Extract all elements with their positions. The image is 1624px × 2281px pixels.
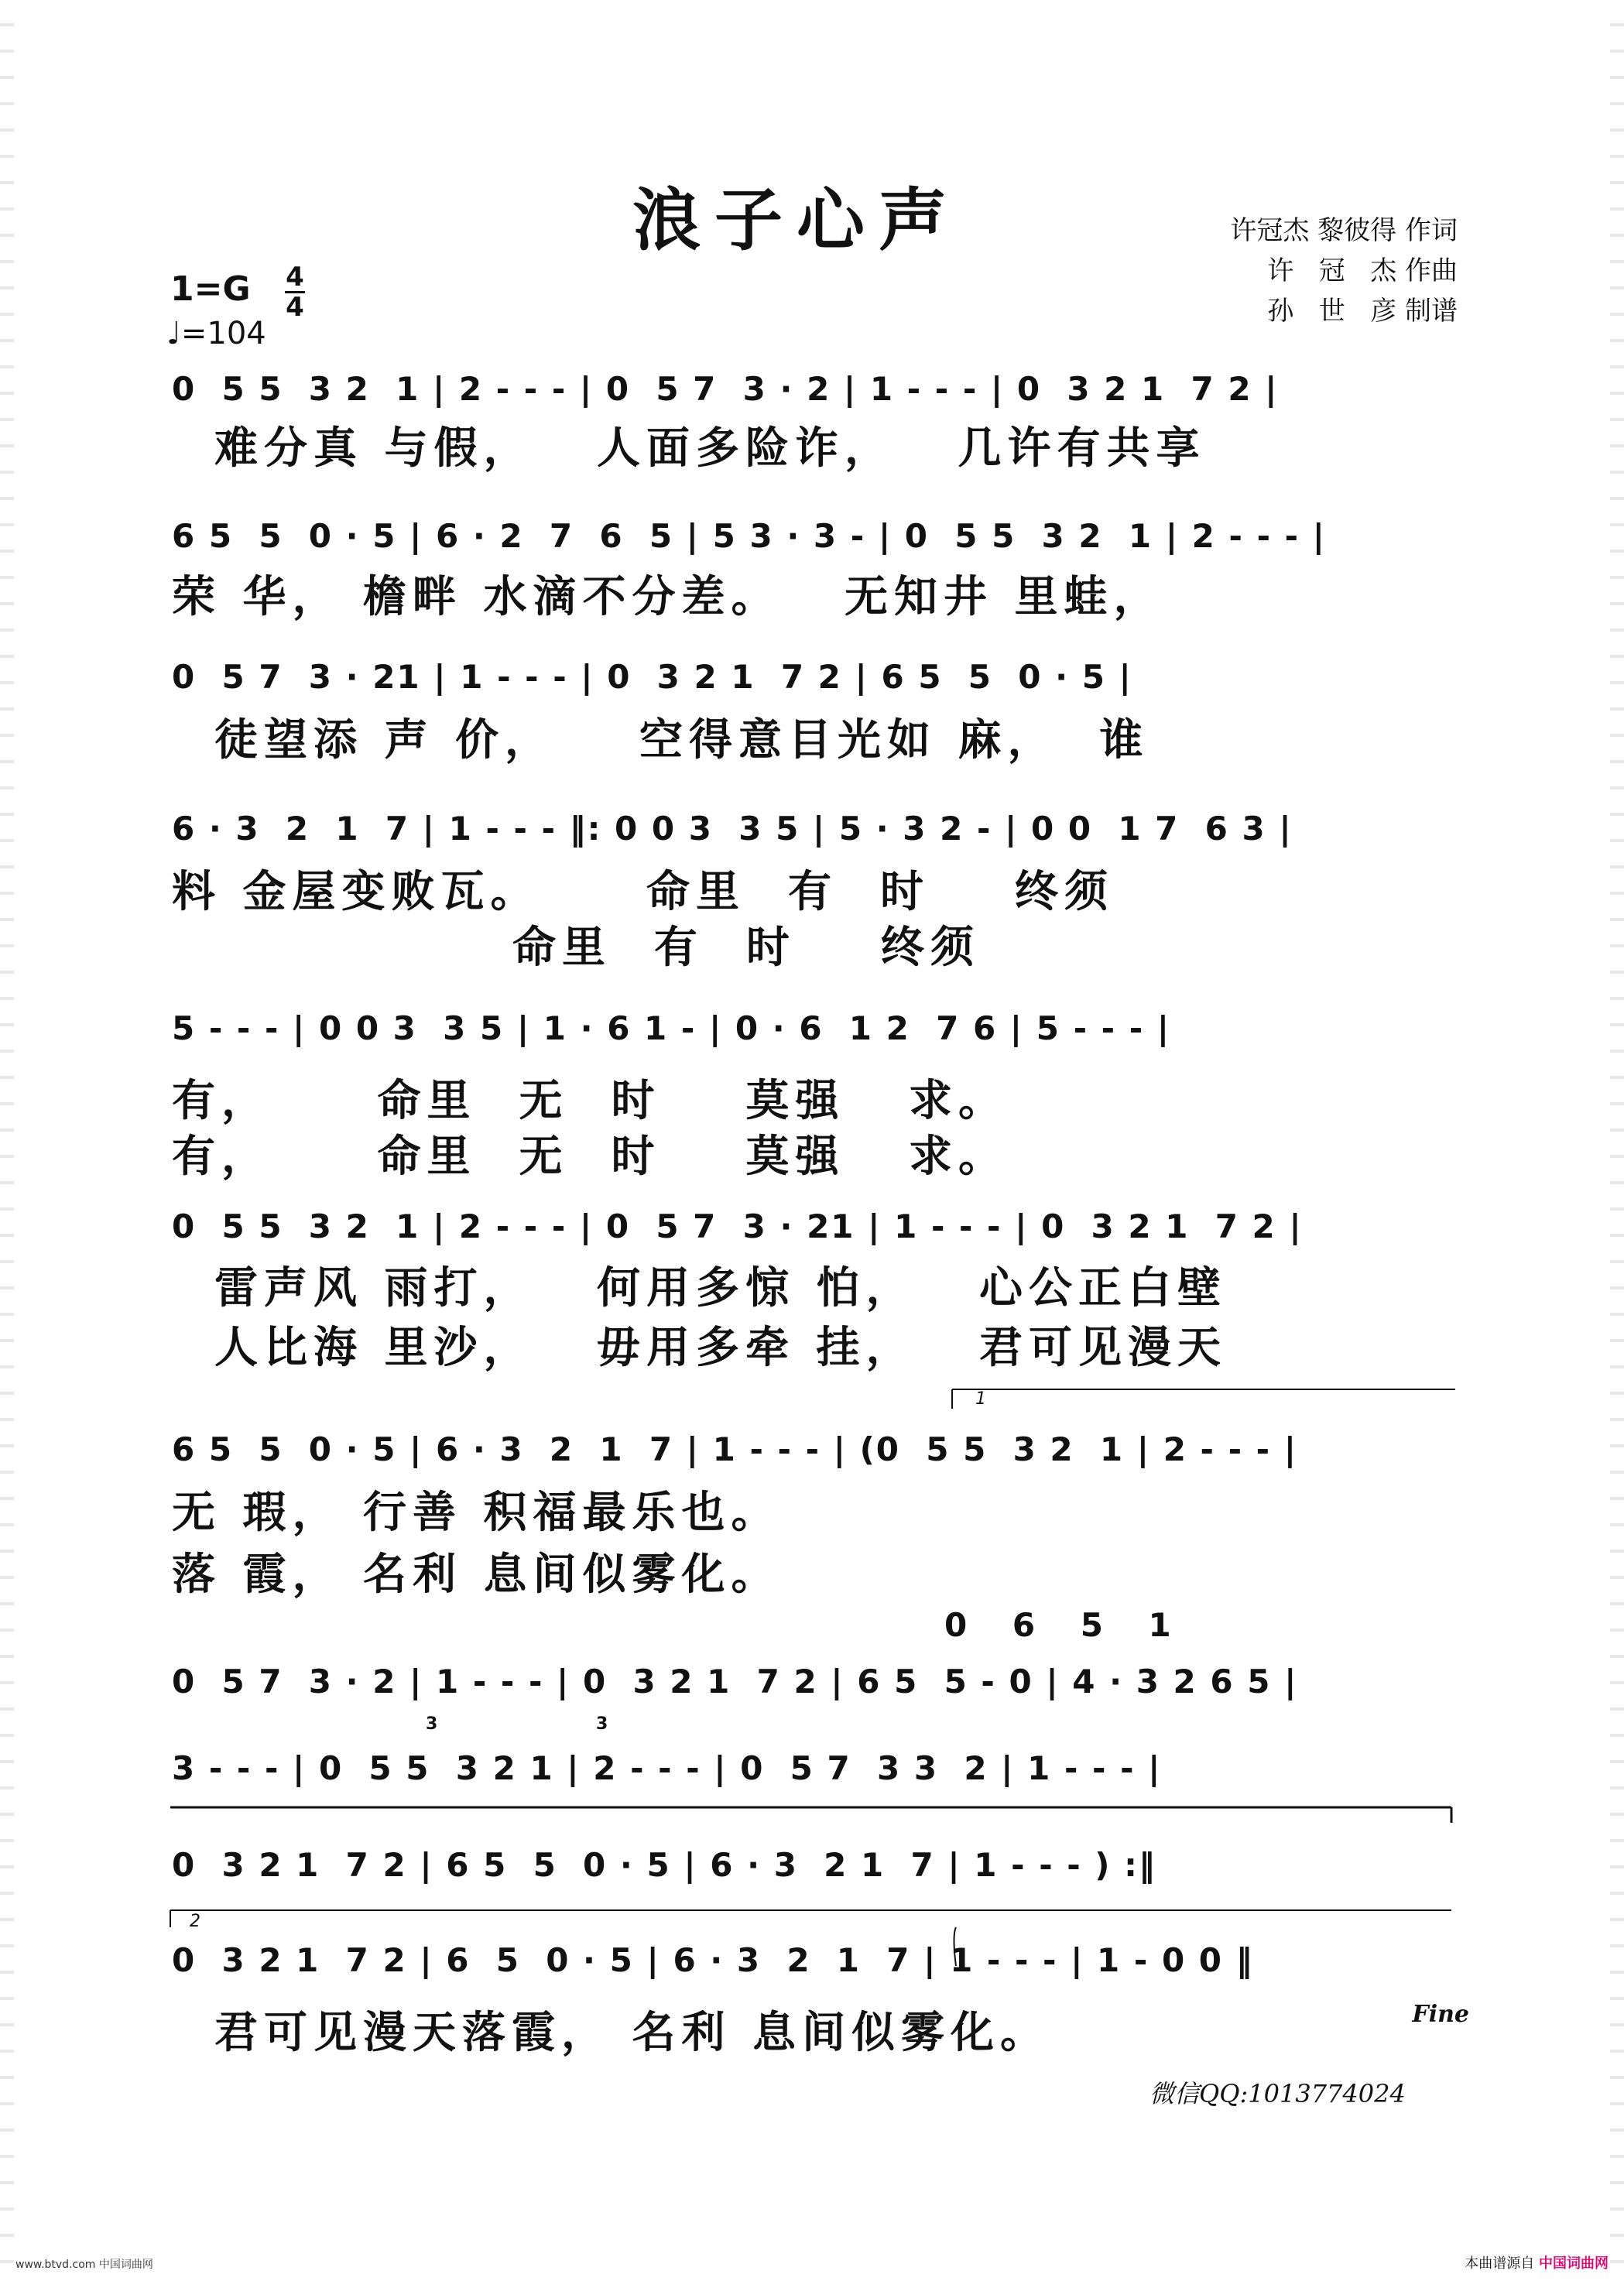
footer-brand: 中国词曲网 xyxy=(1539,2255,1609,2272)
lyric-line-4a: 料 金屋变败瓦。 命里 有 时 终须 xyxy=(172,866,1114,917)
key-signature: 1=G xyxy=(170,269,251,309)
notation-line-4: 6 · 3 2 1 7 | 1 - - - ‖: 0 0 3 3 5 | 5 · 3 2 - | 0 0 1 7 6 3 | xyxy=(172,810,1293,848)
lyric-line-6a: 雷声风 雨打， 何用多惊 怕， 心公正白壁 xyxy=(172,1262,1227,1313)
volta-2-number: 2 xyxy=(190,1912,200,1931)
lyric-line-7b: 落 霞， 名利 息间似雾化。 xyxy=(172,1549,781,1600)
footer-source-prefix: 本曲谱源自 xyxy=(1465,2255,1535,2272)
notation-line-7: 6 5 5 0 · 5 | 6 · 3 2 1 7 | 1 - - - | (0 5 5 3 2 1 | 2 - - - | xyxy=(172,1430,1298,1468)
notation-line-5: 5 - - - | 0 0 3 3 5 | 1 · 6 1 - | 0 · 6 1 2 7 6 | 5 - - - | xyxy=(172,1009,1171,1047)
lyricist-credit: 许冠杰 黎彼得 作词 xyxy=(1230,215,1458,246)
arranger-credit: 孙 世 彦 制谱 xyxy=(1267,296,1458,327)
lyric-line-7a: 无 瑕， 行善 积福最乐也。 xyxy=(172,1487,781,1538)
lyric-line-5a: 有， 命里 无 时 莫强 求。 xyxy=(172,1075,1008,1126)
notation-line-11: 0 3 2 1 7 2 | 6 5 0 · 5 | 6 · 3 2 1 7 | 1 - - - | 1 - 0 0 ‖ xyxy=(172,1941,1254,1979)
notation-line-6: 0 5 5 3 2 1 | 2 - - - | 0 5 7 3 · 21 | 1 - - - | 0 3 2 1 7 2 | xyxy=(172,1207,1303,1245)
notation-line-8: 0 5 7 3 · 2 | 1 - - - | 0 3 2 1 7 2 | 6 5 5 - 0 | 4 · 3 2 6 5 | xyxy=(172,1663,1298,1700)
notation-line-2: 6 5 5 0 · 5 | 6 · 2 7 6 5 | 5 3 · 3 - | 0 5 5 3 2 1 | 2 - - - | xyxy=(172,517,1327,555)
lyric-line-5b: 有， 命里 无 时 莫强 求。 xyxy=(172,1131,1008,1182)
notation-line-1: 0 5 5 3 2 1 | 2 - - - | 0 5 7 3 · 2 | 1 - - - | 0 3 2 1 7 2 | xyxy=(172,370,1279,408)
notation-line-10: 0 3 2 1 7 2 | 6 5 5 0 · 5 | 6 · 3 2 1 7 | 1 - - - ) :‖ xyxy=(172,1846,1156,1884)
fine-marking: Fine xyxy=(1412,2001,1469,2028)
lyric-line-11: 君可见漫天落霞， 名利 息间似雾化。 xyxy=(172,2007,1050,2058)
lyric-line-6b: 人比海 里沙， 毋用多牵 挂， 君可见漫天 xyxy=(172,1322,1227,1373)
time-signature-top: 4 xyxy=(286,262,304,293)
lyric-line-3: 徒望添 声 价， 空得意目光如 麻， 谁 xyxy=(172,714,1149,765)
song-title: 浪子心声 xyxy=(632,180,961,260)
lyric-line-1: 难分真 与假， 人面多险诈， 几许有共享 xyxy=(172,423,1206,474)
footer-site: www.btvd.com 中国词曲网 xyxy=(15,2259,153,2271)
lyric-line-2: 荣 华， 檐畔 水滴不分差。 无知井 里蛙， xyxy=(172,571,1163,622)
composer-credit: 许 冠 杰 作曲 xyxy=(1267,255,1458,286)
lyric-line-4b: 命里 有 时 终须 xyxy=(172,922,980,973)
notation-line-3: 0 5 7 3 · 21 | 1 - - - | 0 3 2 1 7 2 | 6 5 5 0 · 5 | xyxy=(172,658,1132,696)
triplet-mark-2: 3 xyxy=(596,1714,608,1734)
inner-voice-notes: 0 6 5 1 xyxy=(944,1606,1188,1644)
contact-info: 微信QQ:1013774024 xyxy=(1149,2079,1406,2108)
time-signature-bottom: 4 xyxy=(286,292,304,323)
notation-line-9: 3 - - - | 0 5 5 3 2 1 | 2 - - - | 0 5 7 3 3 2 | 1 - - - | xyxy=(172,1749,1162,1787)
repeat-bracket xyxy=(954,1927,957,1966)
triplet-mark-1: 3 xyxy=(426,1714,438,1734)
volta-1-number: 1 xyxy=(975,1389,986,1409)
tempo-marking: ♩=104 xyxy=(166,316,266,351)
